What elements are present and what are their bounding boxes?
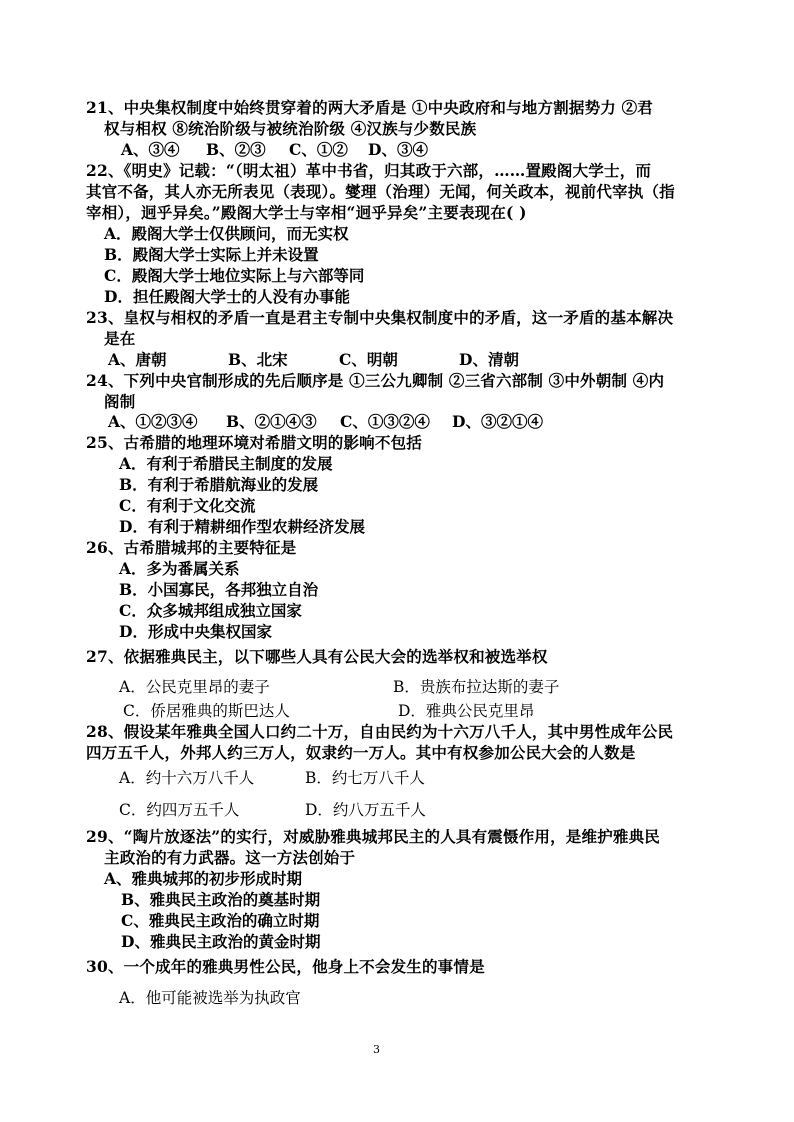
q28-stem-line2: 四万五千人，外邦人约三万人，奴隶约一万人。其中有权参加公民大会的人数是: [86, 743, 636, 762]
q25-option-a: A．有利于希腊民主制度的发展: [119, 454, 333, 473]
q25-stem: 25、古希腊的地理环境对希腊文明的影响不包括: [86, 433, 422, 452]
q28-option-a: A．约十六万八千人: [119, 769, 255, 787]
q25-option-b: B．有利于希腊航海业的发展: [119, 475, 319, 494]
q24-option-b: B、②①④③: [226, 412, 317, 431]
q22-option-a: A．殿阁大学士仅供顾问，而无实权: [104, 224, 349, 243]
q21-stem-line1: 21、中央集权制度中始终贯穿着的两大矛盾是 ①中央政府和与地方割据势力 ②君: [86, 98, 653, 117]
q24-stem-line2: 阁制: [104, 392, 136, 411]
q26-option-b: B．小国寡民，各邦独立自治: [119, 580, 319, 599]
q24-stem-line1: 24、下列中央官制形成的先后顺序是 ①三公九卿制 ②三省六部制 ③中外朝制 ④内: [86, 371, 665, 390]
q21-option-c: C、①②: [289, 140, 348, 159]
q30-stem: 30、一个成年的雅典男性公民，他身上不会发生的事情是: [86, 957, 485, 976]
q25-option-c: C．有利于文化交流: [119, 496, 256, 515]
q24-option-a: A、①②③④: [108, 412, 198, 431]
q29-stem-line1: 29、“陶片放逐法”的实行，对威胁雅典城邦民主的人具有震慑作用，是维护雅典民: [86, 827, 661, 846]
q29-option-d: D、雅典民主政治的黄金时期: [121, 932, 321, 951]
q27-option-c: C．侨居雅典的斯巴达人: [123, 702, 290, 720]
q26-option-a: A．多为番属关系: [119, 559, 240, 578]
q27-option-d: D．雅典公民克里昂: [398, 702, 535, 720]
q29-stem-line2: 主政治的有力武器。这一方法创始于: [104, 848, 356, 867]
q27-option-a: A．公民克里昂的妻子: [119, 678, 270, 696]
q26-stem: 26、古希腊城邦的主要特征是: [86, 538, 297, 557]
q29-option-c: C、雅典民主政治的确立时期: [121, 911, 320, 930]
q24-option-d: D、③②①④: [452, 412, 543, 431]
q28-option-d: D．约八万五千人: [305, 801, 426, 819]
q29-option-b: B、雅典民主政治的奠基时期: [121, 890, 321, 909]
q23-option-c: C、明朝: [339, 350, 398, 369]
q28-option-c: C．约四万五千人: [119, 801, 240, 819]
q27-stem: 27、依据雅典民主，以下哪些人具有公民大会的选举权和被选举权: [86, 647, 548, 666]
q25-option-d: D．有利于精耕细作型农耕经济发展: [119, 517, 365, 536]
page-number: 3: [373, 1043, 380, 1056]
q21-option-a: A、③④: [121, 140, 180, 159]
q23-stem-line2: 是在: [104, 329, 136, 348]
q22-option-d: D．担任殿阁大学士的人没有办事能: [104, 287, 350, 306]
q24-option-c: C、①③②④: [340, 412, 430, 431]
q26-option-d: D．形成中央集权国家: [119, 622, 272, 641]
q21-option-b: B、②③: [206, 140, 266, 159]
q28-option-b: B．约七万八千人: [305, 769, 425, 787]
q22-option-b: B．殿阁大学士实际上并未设置: [104, 245, 319, 264]
q23-stem-line1: 23、皇权与相权的矛盾一直是君主专制中央集权制度中的矛盾，这一矛盾的基本解决: [86, 308, 674, 327]
q29-option-a: A、雅典城邦的初步形成时期: [104, 869, 303, 888]
q22-stem-line2: 其官不备，其人亦无所表见（表现）。燮理（治理）无闻，何关政本，视前代宰执（指: [86, 182, 675, 201]
q30-option-a: A．他可能被选举为执政官: [119, 989, 301, 1007]
q27-option-b: B．贵族布拉达斯的妻子: [393, 678, 560, 696]
q28-stem-line1: 28、假设某年雅典全国人口约二十万，自由民约为十六万八千人，其中男性成年公民: [86, 722, 674, 741]
q23-option-a: A、唐朝: [108, 350, 167, 369]
q21-stem-line2: 权与相权 ⑧统治阶级与被统治阶级 ④汉族与少数民族: [104, 119, 477, 138]
q22-stem-line1: 22、《明史》记载：“（明太祖）革中书省，归其政于六部，……置殿阁大学士，而: [86, 161, 652, 180]
q21-option-d: D、③④: [368, 140, 428, 159]
q23-option-b: B、北宋: [228, 350, 288, 369]
q23-option-d: D、清朝: [459, 350, 519, 369]
q26-option-c: C．众多城邦组成独立国家: [119, 601, 302, 620]
q22-option-c: C．殿阁大学士地位实际上与六部等同: [104, 266, 365, 285]
q22-stem-line3: 宰相），迥乎异矣。”殿阁大学士与宰相“迥乎异矣”主要表现在( ): [86, 203, 527, 222]
